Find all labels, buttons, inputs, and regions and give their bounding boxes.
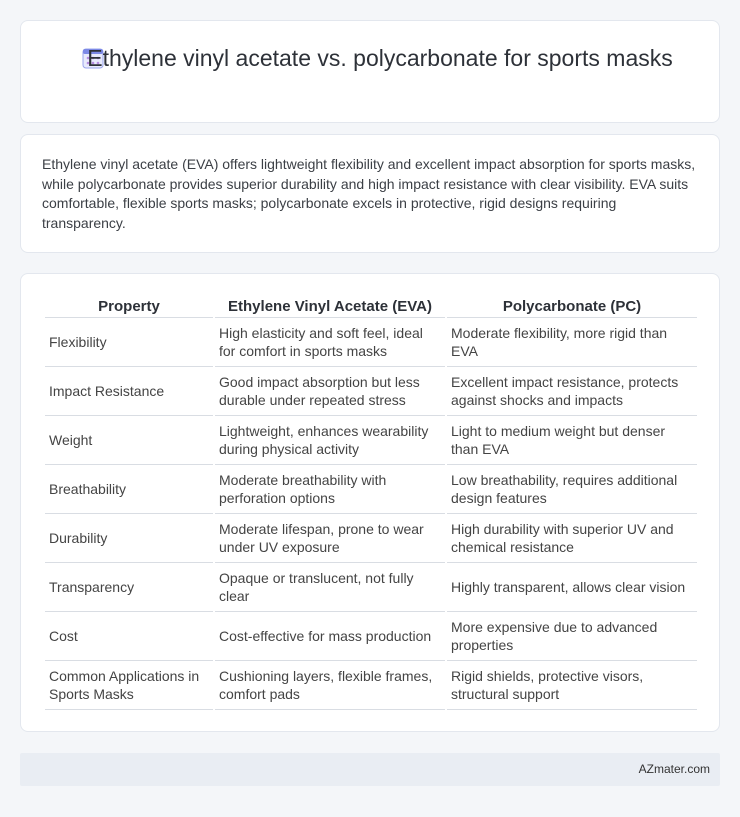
pc-cell: Excellent impact resistance, protects against shocks and impacts <box>447 367 697 416</box>
table-row <box>45 367 697 416</box>
eva-cell: Cost-effective for mass production <box>215 612 445 661</box>
footer <box>20 753 720 786</box>
column-header-property: Property <box>45 296 213 318</box>
property-cell: Impact Resistance <box>45 367 213 416</box>
comparison-table-card <box>20 273 720 732</box>
eva-cell: Moderate lifespan, prone to wear under UV exposure <box>215 514 445 563</box>
eva-cell: Moderate breathability with perforation options <box>215 465 445 514</box>
table-row <box>45 416 697 465</box>
column-header-pc: Polycarbonate (PC) <box>447 296 697 318</box>
intro-paragraph: Ethylene vinyl acetate (EVA) offers lightweight flexibility and excellent impact absorption for sports masks, while polycarbonate provides superior durability and high impact resistance with clear visibility. EVA suits comfortable, flexible sports masks; polycarbonate excels in protective, rigid designs requiring transparency. <box>42 156 696 231</box>
table-row <box>45 661 697 710</box>
pc-cell: Light to medium weight but denser than EVA <box>447 416 697 465</box>
comparison-table <box>43 296 699 710</box>
pc-cell: Highly transparent, allows clear vision <box>447 563 697 612</box>
eva-cell: Opaque or translucent, not fully clear <box>215 563 445 612</box>
eva-cell: Good impact absorption but less durable under repeated stress <box>215 367 445 416</box>
pc-cell: Low breathability, requires additional design features <box>447 465 697 514</box>
property-cell: Weight <box>45 416 213 465</box>
eva-cell: High elasticity and soft feel, ideal for comfort in sports masks <box>215 318 445 367</box>
property-cell: Durability <box>45 514 213 563</box>
eva-cell: Cushioning layers, flexible frames, comfort pads <box>215 661 445 710</box>
column-header-eva: Ethylene Vinyl Acetate (EVA) <box>215 296 445 318</box>
table-row <box>45 514 697 563</box>
pc-cell: Moderate flexibility, more rigid than EVA <box>447 318 697 367</box>
pc-cell: More expensive due to advanced properties <box>447 612 697 661</box>
pc-cell: High durability with superior UV and chemical resistance <box>447 514 697 563</box>
table-row <box>45 465 697 514</box>
table-row <box>45 612 697 661</box>
footer-brand-link[interactable]: AZmater.com <box>638 762 710 776</box>
property-cell: Flexibility <box>45 318 213 367</box>
property-cell: Breathability <box>45 465 213 514</box>
pc-cell: Rigid shields, protective visors, structural support <box>447 661 697 710</box>
intro-card <box>20 134 720 253</box>
table-row <box>45 563 697 612</box>
title-card <box>20 20 720 123</box>
table-header-row <box>45 296 697 318</box>
table-row <box>45 318 697 367</box>
property-cell: Cost <box>45 612 213 661</box>
eva-cell: Lightweight, enhances wearability during physical activity <box>215 416 445 465</box>
property-cell: Common Applications in Sports Masks <box>45 661 213 710</box>
page-title: Ethylene vinyl acetate vs. polycarbonate for sports masks <box>87 45 673 71</box>
property-cell: Transparency <box>45 563 213 612</box>
